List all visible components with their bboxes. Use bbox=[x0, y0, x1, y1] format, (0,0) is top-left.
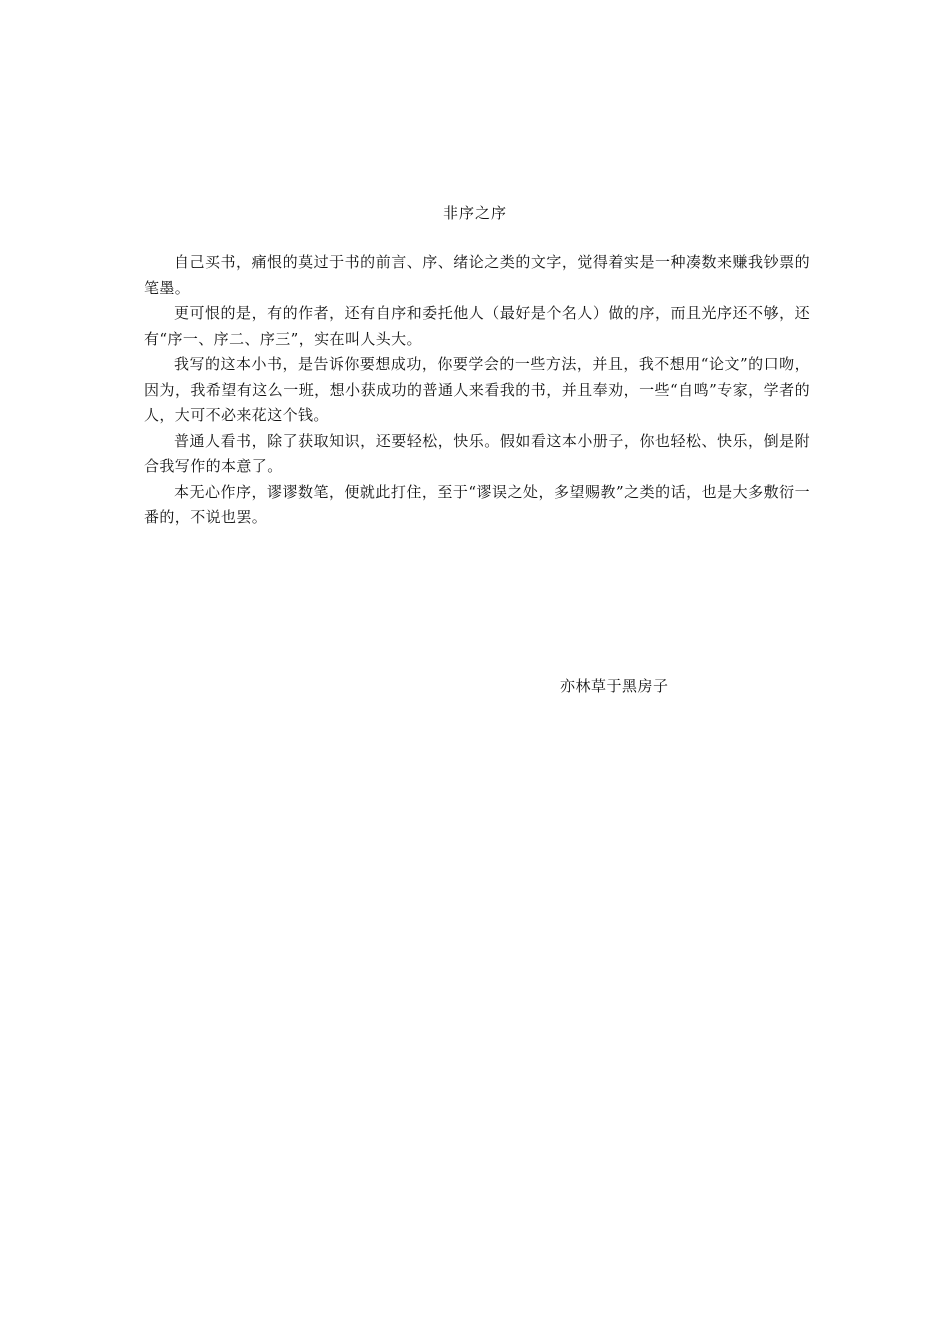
paragraph: 普通人看书，除了获取知识，还要轻松，快乐。假如看这本小册子，你也轻松、快乐，倒是附合我写作的本意了。 bbox=[144, 431, 810, 475]
author-signature: 亦林草于黑房子 bbox=[560, 677, 669, 695]
document-title: 非序之序 bbox=[442, 204, 507, 222]
paragraph: 我写的这本小书，是告诉你要想成功，你要学会的一些方法，并且，我不想用“论文”的口吻，因为，我希望有这么一班，想小获成功的普通人来看我的书，并且奉劝，一些“自鸣”专家，学者的人，大可不必来花这个钱。 bbox=[144, 355, 810, 424]
paragraph: 自己买书，痛恨的莫过于书的前言、序、绪论之类的文字，觉得着实是一种凑数来赚我钞票的笔墨。 bbox=[144, 253, 810, 297]
paragraph: 更可恨的是，有的作者，还有自序和委托他人（最好是个名人）做的序，而且光序还不够，还有“序一、序二、序三”，实在叫人头大。 bbox=[144, 304, 810, 348]
document-body bbox=[144, 250, 810, 531]
paragraph: 本无心作序，谬谬数笔，便就此打住，至于“谬误之处，多望赐教”之类的话，也是大多敷衍一番的，不说也罢。 bbox=[144, 482, 810, 526]
